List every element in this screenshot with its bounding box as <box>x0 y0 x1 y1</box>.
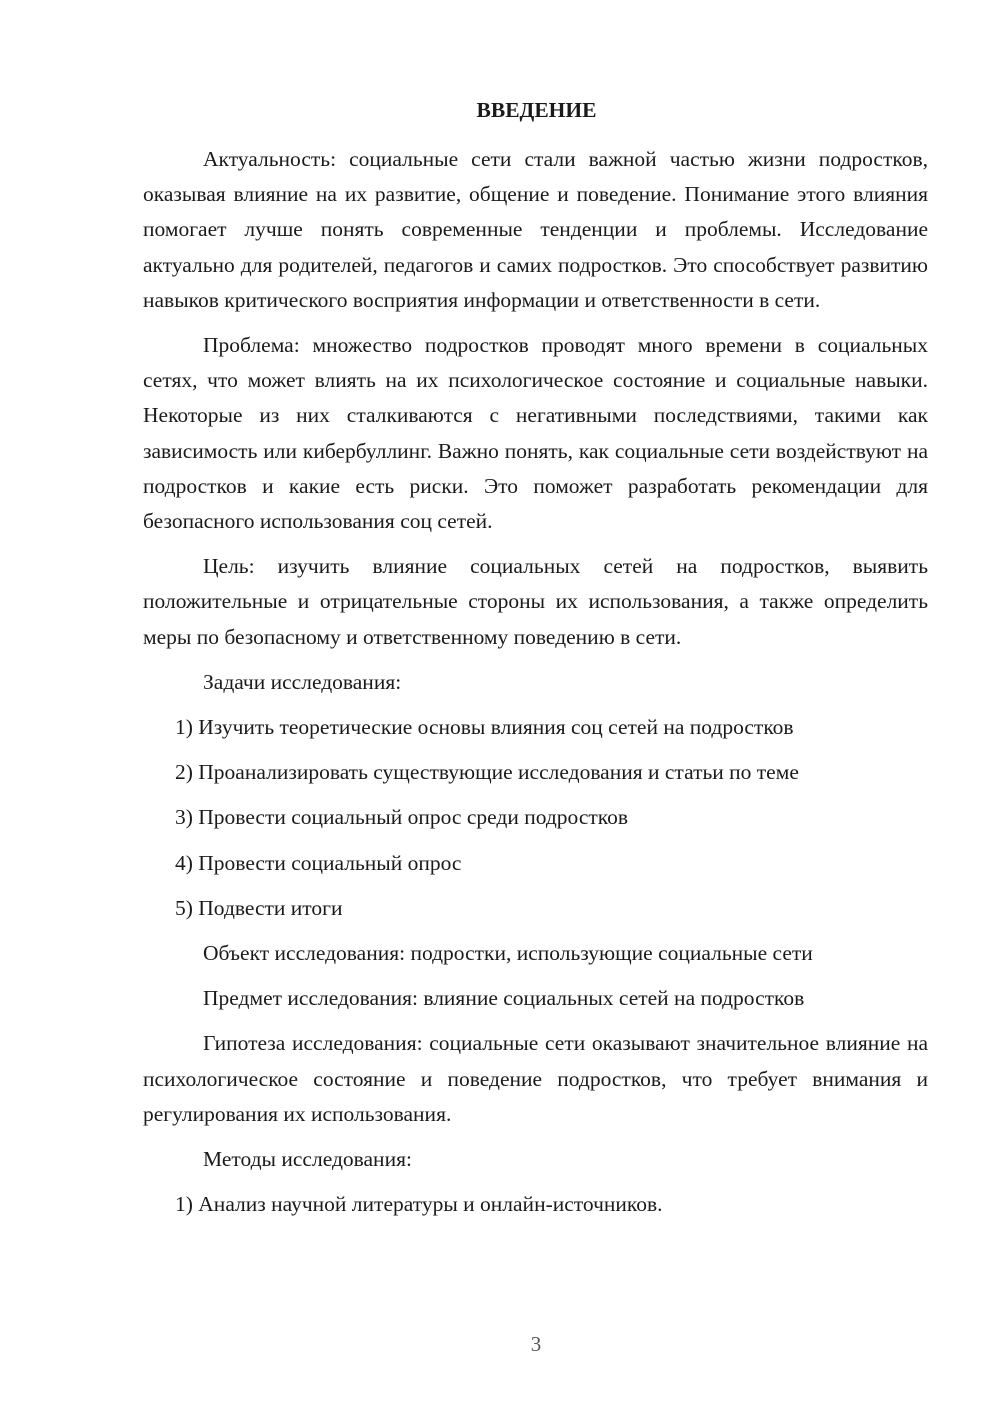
problem-paragraph: Проблема: множество подростков проводят много времени в социальных сетях, что может влиять на их психологическое состояние и социальные навыки. Некоторые из них сталкиваются с негативными последствиями, такими как зависимость или кибербуллинг. Важно понять, как социальные сети воздействуют на подростков и какие есть риски. Это поможет разработать рекомендации для безопасного использования соц сетей. <box>143 333 928 534</box>
page-title: ВВЕДЕНИЕ <box>476 98 597 122</box>
methods-list <box>143 1187 928 1222</box>
list-item: 3) Провести социальный опрос среди подростков <box>175 805 629 830</box>
list-item: 4) Провести социальный опрос <box>175 850 462 875</box>
object-paragraph: Объект исследования: подростки, использующие социальные сети <box>203 941 813 966</box>
list-item: 1) Анализ научной литературы и онлайн-источников. <box>175 1192 663 1217</box>
relevance-paragraph: Актуальность: социальные сети стали важной частью жизни подростков, оказывая влияние на их развитие, общение и поведение. Понимание этого влияния помогает лучше понять современные тенденции и проблемы. Исследование актуально для родителей, педагогов и самих подростков. Это способствует развитию навыков критического восприятия информации и ответственности в сети. <box>143 147 928 312</box>
hypothesis-paragraph: Гипотеза исследования: социальные сети оказывают значительное влияние на психологическое состояние и поведение подростков, что требует внимания и регулирования их использования. <box>143 1031 928 1126</box>
goal-paragraph: Цель: изучить влияние социальных сетей на подростков, выявить положительные и отрицательные стороны их использования, а также определить меры по безопасному и ответственному поведению в сети. <box>143 554 928 649</box>
page-number: 3 <box>530 1332 542 1356</box>
list-item: 2) Проанализировать существующие исследования и статьи по теме <box>175 760 799 785</box>
list-item: 1) Изучить теоретические основы влияния соц сетей на подростков <box>175 715 794 740</box>
tasks-heading: Задачи исследования: <box>203 669 402 694</box>
subject-paragraph: Предмет исследования: влияние социальных сетей на подростков <box>203 986 805 1011</box>
methods-heading: Методы исследования: <box>203 1147 412 1172</box>
document-page <box>143 92 928 1232</box>
list-item: 5) Подвести итоги <box>175 895 343 920</box>
tasks-list <box>143 710 928 926</box>
